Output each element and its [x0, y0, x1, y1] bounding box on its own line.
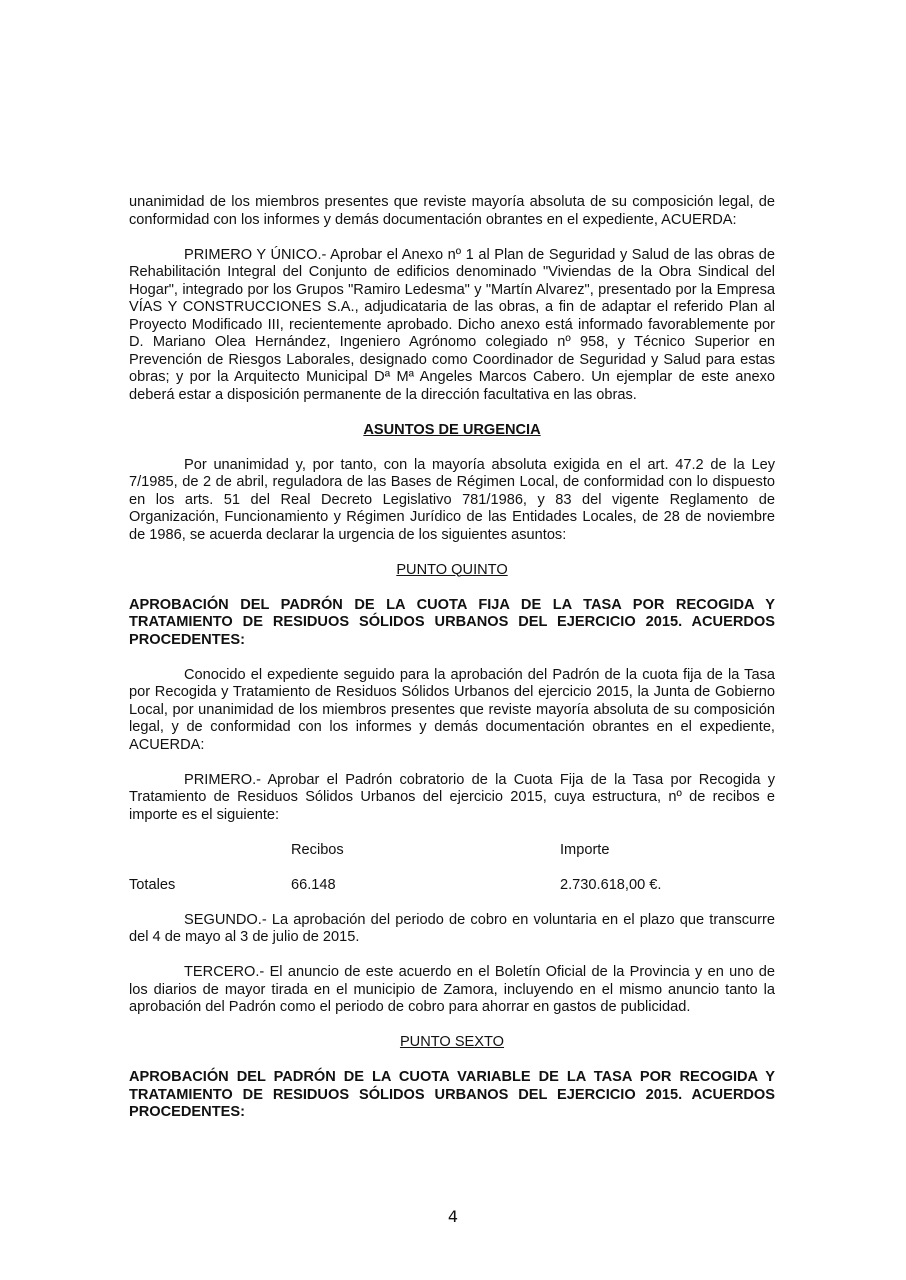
table-cell-recibos: 66.148 — [291, 876, 336, 893]
paragraph-tercero: TERCERO.- El anuncio de este acuerdo en el Boletín Oficial de la Provincia y en uno de los diarios de mayor tirada en el municipio de Zamora, incluyendo en el mismo anuncio tanto la aprobación del Padrón como el periodo de cobro para ahorrar en gastos de publicidad. — [129, 964, 775, 1015]
table-header-empty — [129, 842, 291, 860]
paragraph-urgencia: Por unanimidad y, por tanto, con la mayoría absoluta exigida en el art. 47.2 de la Ley 7/1985, de 2 de abril, reguladora de las Bases de Régimen Local, de conformidad con lo dispuesto en los arts. 51 del Real Decreto Legislativo 781/1986, y 83 del vigente Reglamento de Organización, Funcionamiento y Régimen Jurídico de las Entidades Locales, de 28 de noviembre de 1986, se acuerda declarar la urgencia de los siguientes asuntos: — [129, 456, 775, 543]
paragraph-segundo: SEGUNDO.- La aprobación del periodo de cobro en voluntaria en el plazo que transcurre del 4 de mayo al 3 de julio de 2015. — [129, 911, 775, 945]
paragraph-primero: PRIMERO.- Aprobar el Padrón cobratorio de la Cuota Fija de la Tasa por Recogida y Tratamiento de Residuos Sólidos Urbanos del ejercicio 2015, cuya estructura, nº de recibos e importe es el siguiente: — [129, 771, 775, 823]
paragraph-conocido: Conocido el expediente seguido para la aprobación del Padrón de la cuota fija de la Tasa por Recogida y Tratamiento de Residuos Sólidos Urbanos del ejercicio 2015, la Junta de Gobierno Local, por unanimidad de los miembros presentes que reviste mayoría absoluta de su composición legal, y de conformidad con los informes y demás documentación obrantes en el expediente, ACUERDA: — [129, 666, 775, 753]
page-number: 4 — [447, 1207, 459, 1226]
heading-punto-quinto: PUNTO QUINTO — [396, 561, 508, 578]
paragraph-acuerda: unanimidad de los miembros presentes que reviste mayoría absoluta de su composición legal, de conformidad con los informes y demás documentación obrantes en el expediente, ACUERDA: — [129, 194, 775, 228]
table-header-row — [129, 842, 775, 860]
paragraph-primero-unico: PRIMERO Y ÚNICO.- Aprobar el Anexo nº 1 al Plan de Seguridad y Salud de las obras de Rehabilitación Integral del Conjunto de edificios denominado "Viviendas de la Obra Sindical del Hogar", integrado por los Grupos "Ramiro Ledesma" y "Martín Alvarez", presentado por la Empresa VÍAS Y CONSTRUCCIONES S.A., adjudicataria de las obras, a fin de adaptar el referido Plan al Proyecto Modificado III, recientemente aprobado. Dicho anexo está informado favorablemente por D. Mariano Olea Hernández, Ingeniero Agrónomo colegiado nº 958, y Técnico Superior en Prevención de Riesgos Laborales, designado como Coordinador de Seguridad y Salud para estas obras; y por la Arquitecto Municipal Dª Mª Angeles Marcos Cabero. Un ejemplar de este anexo deberá estar a disposición permanente de la dirección facultativa en las obras. — [129, 246, 775, 403]
table-header-recibos: Recibos — [291, 841, 344, 858]
title-punto-sexto: APROBACIÓN DEL PADRÓN DE LA CUOTA VARIABLE DE LA TASA POR RECOGIDA Y TRATAMIENTO DE RESIDUOS SÓLIDOS URBANOS DEL EJERCICIO 2015. ACUERDOS PROCEDENTES: — [129, 1069, 775, 1120]
table-header-importe: Importe — [560, 841, 610, 858]
table-row — [129, 877, 775, 895]
document-page — [129, 194, 775, 1139]
heading-asuntos-urgencia: ASUNTOS DE URGENCIA — [363, 421, 541, 438]
table-cell-totales: Totales — [129, 876, 176, 893]
heading-punto-sexto: PUNTO SEXTO — [399, 1034, 505, 1050]
title-punto-quinto: APROBACIÓN DEL PADRÓN DE LA CUOTA FIJA DE LA TASA POR RECOGIDA Y TRATAMIENTO DE RESIDUOS SÓLIDOS URBANOS DEL EJERCICIO 2015. ACUERDOS PROCEDENTES: — [129, 596, 775, 648]
table-cell-importe: 2.730.618,00 €. — [560, 876, 662, 893]
